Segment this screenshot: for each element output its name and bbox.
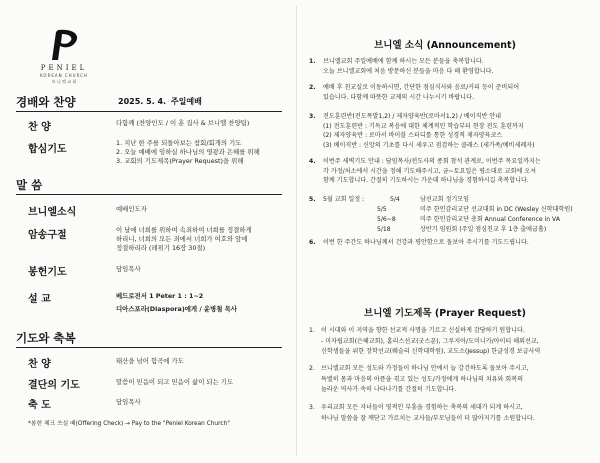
offering-prayer-leader: 담임목사 — [116, 265, 141, 273]
praise-leader: 다함께 (찬양인도 / 이 훈 집사 & 브니엘 찬양팀) — [116, 119, 250, 127]
announcement-label: 브니엘소식 — [28, 207, 77, 218]
announcement-line: (3) 베이직반 : 신앙의 기초를 다시 세우고 점검하는 클래스 (세가족/예비세례자) — [323, 141, 535, 149]
memory-verse-line: 정결하리라 (레위기 16장 30절) — [116, 244, 206, 252]
peniel-logo-icon — [44, 28, 84, 62]
announcement-line: 오늘 브니엘교회에 처음 방문하신 분들을 마음 다 해 환영합니다. — [323, 67, 494, 75]
prayer-item — [309, 326, 583, 358]
commitment-prayer-label: 결단의 기도 — [28, 380, 80, 391]
unison-prayer-label: 합심기도 — [28, 144, 67, 155]
logo-name: PENIEL — [40, 64, 88, 72]
service-name: 주일예배 — [170, 97, 202, 106]
announcement-item — [309, 112, 581, 150]
announcement-line: (2) 제자양육반 : 로마서 바이블 스터디를 통한 성경적 제자양육코스 — [323, 132, 503, 140]
unison-prayer-line: 3. 교회의 기도제목(Prayer Request)을 위해 — [116, 157, 244, 165]
item-number: 2. — [309, 84, 316, 91]
announcement-leader: 예배인도자 — [116, 205, 147, 213]
page-fold — [296, 6, 297, 456]
unison-prayer-list — [116, 139, 260, 166]
church-logo — [28, 28, 100, 85]
schedule-event: 미주 한인감리교단 총회 Annual Conference in VA — [420, 216, 560, 223]
announcement-item — [309, 157, 581, 186]
memory-verse-line: 이 날에 너희를 위하여 속죄하여 너희를 정결하게 — [116, 226, 252, 234]
schedule-event: 미주 한인감리교단 선교대회 in DC (Wesley 신학대학원) — [420, 206, 573, 213]
closing-hymn-title: 태산을 넘어 험곡에 가도 — [116, 357, 184, 365]
word-heading: 말 씀 — [16, 178, 43, 192]
announcement-line: 예배 후 친교실로 이동하시면, 간단한 점심식사와 음료/커피 등이 준비되어 — [323, 84, 520, 91]
offering-check-note: *봉헌 체크 쓰실 때(Offering Check) → Pay to the "Peniel Korean Church" — [28, 421, 230, 427]
prayer-item — [309, 364, 583, 396]
announcement-item — [309, 238, 581, 248]
word-rule — [16, 194, 282, 195]
sermon-scripture: 베드로전서 1 Peter 1 : 1~2 — [116, 292, 204, 300]
announcement-item — [309, 57, 581, 76]
item-number: 2. — [309, 365, 315, 372]
memory-verse-text — [116, 226, 252, 253]
sermon-label: 설 교 — [28, 294, 51, 305]
item-number: 3. — [309, 113, 316, 120]
schedule-date: 5/5 — [377, 206, 387, 213]
announcement-line: 이번 한 주간도 하나님께서 건강과 평안함으로 돌보아 주시기를 기도드립니다. — [323, 239, 529, 246]
prayer-line: - 미자립교회(은혜교회), 홈리스선교(굿스푼), 그루지아/도미니카/아이티 해외선교, — [321, 337, 539, 345]
announcement-line: 5월 교회 일정 : — [323, 196, 365, 203]
praise-label: 찬 양 — [28, 122, 51, 133]
offering-prayer-label: 봉헌기도 — [28, 267, 67, 278]
unison-prayer-line: 1. 지난 한 주를 되돌아보는 참회/회개의 기도 — [116, 139, 242, 147]
prayer-line: 특별히 몸과 마음의 아픔을 겪고 있는 성도/가정에게 하나님의 치유와 회복의 — [321, 375, 523, 383]
logo-subtitle: KOREAN CHURCH — [40, 73, 88, 78]
item-number: 5. — [309, 196, 316, 203]
announcement-line: 각 가정/처소에서 시간을 정해 기도해주시고, 금~토요일은 평소대로 교회에 오셔 — [323, 167, 536, 175]
prayer-line: 신학생들을 위한 장학선교(웨슬리 신학대학원), 교도소(Jessup) 한글성경 보급사역 — [321, 348, 541, 356]
item-number: 6. — [309, 239, 316, 246]
closing-hymn-label: 찬 양 — [28, 359, 51, 370]
announcement-line: 함께 기도합니다. 간절히 기도하시는 가운데 하나님을 경험하시길 축복합니다. — [323, 177, 529, 185]
announcement-line: 전도훈련반(전도폭발1,2) / 제자양육반(로마서1,2) / 베이직반 안내 — [323, 113, 502, 120]
item-number: 1. — [309, 58, 316, 65]
prayer-line: 하나님 말씀을 잘 깨닫고 가르치는 교사들/부모님들이 더 많아지기를 소원합니다. — [321, 414, 535, 422]
prayer-request-title: 브니엘 기도제목 (Prayer Request) — [364, 308, 526, 319]
benediction-leader: 담임목사 — [116, 398, 141, 406]
item-number: 1. — [309, 327, 315, 334]
date-text: 2025. 5. 4. — [118, 97, 167, 106]
prayer-item — [309, 403, 583, 424]
benediction-label: 축 도 — [28, 400, 51, 411]
item-number: 3. — [309, 404, 315, 411]
prayer-line: 놀라운 역사가 속히 나타나기를 간절히 기도합니다. — [321, 386, 457, 394]
prayer-blessing-heading: 기도와 축복 — [16, 331, 76, 345]
service-date — [116, 96, 202, 107]
worship-rule — [16, 111, 282, 112]
schedule-event: 남선교회 정기모임 — [420, 196, 470, 203]
prayer-line: 우리교회 모든 자녀들이 영적인 부흥을 경험하는 축복의 세대가 되게 하시고, — [321, 404, 523, 411]
item-number: 4. — [309, 158, 316, 165]
announcement-line: 브니엘교회 주일예배에 함께 하시는 모든 분들을 축복합니다. — [323, 58, 484, 65]
commitment-prayer-text: 말씀이 믿음이 되고 믿음이 삶이 되는 기도 — [116, 378, 234, 386]
announcement-line: 이번주 새벽기도 안내 : 담임목사/전도사의 종회 참석 관계로, 이번주 목요일까지는 — [323, 158, 541, 165]
prayer-blessing-rule — [16, 347, 282, 348]
schedule-date: 5/6~8 — [377, 216, 396, 223]
schedule-event: 상반기 임원회 (주일 점심친교 후 1층 출애굽홀) — [420, 226, 547, 233]
announcement-line: 있습니다. 다함께 따뜻한 교제의 시간 나누시기 바랍니다. — [323, 93, 474, 101]
memory-verse-label: 암송구절 — [28, 230, 67, 241]
announcement-item — [309, 83, 581, 102]
worship-heading: 경배와 찬양 — [16, 95, 76, 109]
sermon-info — [116, 290, 237, 316]
schedule-date: 5/18 — [377, 226, 391, 233]
memory-verse-line: 하리니, 너희의 모든 죄에서 너희가 여호와 앞에 — [116, 235, 248, 243]
unison-prayer-line: 2. 오늘 예배에 임하실 하나님의 영광과 은혜를 위해 — [116, 148, 260, 156]
announcement-title: 브니엘 소식 (Announcement) — [374, 40, 516, 51]
schedule-date: 5/4 — [390, 196, 400, 203]
prayer-line: 브니엘교회 모든 성도와 가정들이 하나님 안에서 늘 강건하도록 돌보아 주시고, — [321, 365, 529, 372]
logo-korean: 브 니 엘 교 회 — [51, 79, 77, 84]
prayer-line: 이 시대와 이 지역을 향한 선교적 사명을 기르고 신실하게 감당하기 원합니다. — [321, 327, 525, 334]
sermon-title: 디아스포라(Diaspora)에게 / 윤병철 목사 — [116, 305, 237, 313]
announcement-line: (1) 전도훈련반 : 기독교 복음에 대한 체계적인 학습부터 현장 전도 훈련까지 — [323, 122, 524, 130]
